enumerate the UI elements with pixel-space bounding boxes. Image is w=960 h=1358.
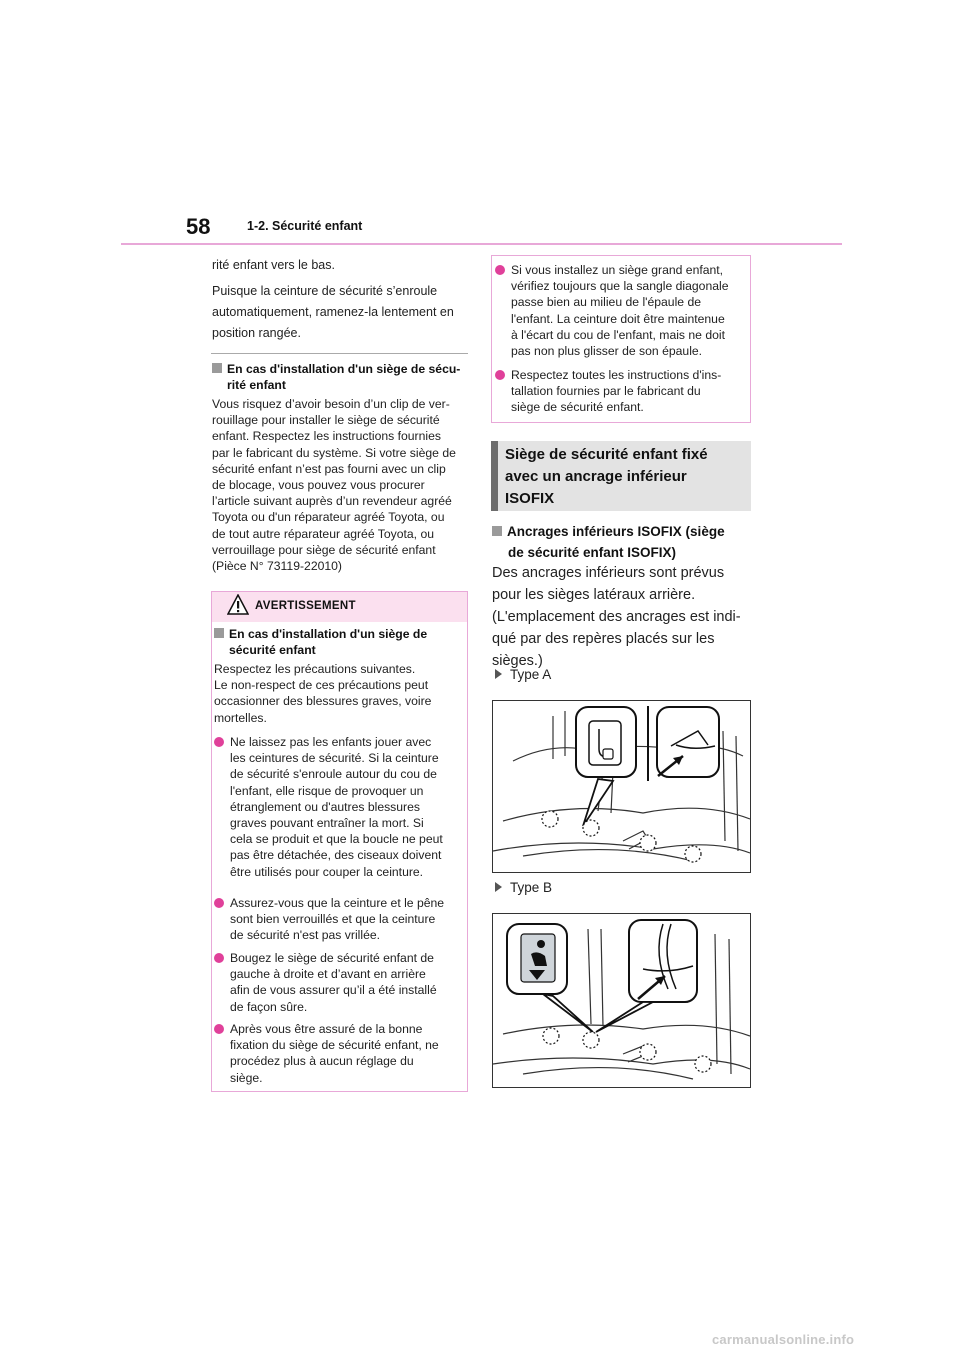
sub-body: Vous risquez d’avoir besoin d’un clip de ver- rouillage pour installer le siège de sécurité enfant. Respectez les instructions fournies par le fabricant du système. Si votre siège de sécurité enfant n’est pas fourni avec un clip de blocage, vous pouvez vous procurer l’article suivant auprès d’un revendeur agréé Toyota ou d'un réparateur agréé Toyota, ou de tout autre réparateur agréé Toyota, ou verrouillage pour siège de sécurité enfant (Pièce N° 73119-22010) bbox=[212, 397, 456, 574]
triangle-bullet-icon bbox=[495, 882, 502, 892]
type-b-label: Type B bbox=[495, 880, 552, 895]
seat-illustration-a bbox=[493, 701, 750, 872]
header-rule bbox=[121, 243, 842, 245]
seat-illustration-b bbox=[493, 914, 750, 1087]
bullet-dot-icon bbox=[214, 953, 224, 963]
bullet-dot-icon bbox=[495, 370, 505, 380]
figure-type-b bbox=[492, 913, 751, 1088]
bullet-dot-icon bbox=[214, 898, 224, 908]
isofix-sub-heading: Ancrages inférieurs ISOFIX (siège bbox=[492, 521, 725, 542]
warning-sub-heading: sécurité enfant bbox=[229, 643, 316, 657]
triangle-bullet-icon bbox=[495, 669, 502, 679]
isofix-heading-bar bbox=[491, 441, 498, 511]
bullet-dot-icon bbox=[495, 265, 505, 275]
isofix-heading: Siège de sécurité enfant fixé avec un ancrage inférieur ISOFIX bbox=[505, 446, 708, 507]
square-bullet-icon bbox=[214, 628, 224, 638]
square-bullet-icon bbox=[212, 363, 222, 373]
warning-title: AVERTISSEMENT bbox=[255, 600, 356, 612]
intro-line: position rangée. bbox=[212, 326, 301, 340]
sub-heading: rité enfant bbox=[227, 378, 286, 392]
watermark: carmanualsonline.info bbox=[712, 1332, 855, 1347]
divider bbox=[211, 353, 468, 354]
isofix-body: Des ancrages inférieurs sont prévus pour les sièges latéraux arrière. (L'emplacement des ancrages est indi- qué par des repères placés sur les sièges.) bbox=[492, 565, 741, 669]
warning-sub-heading: En cas d'installation d'un siège de bbox=[214, 626, 427, 642]
warning-body: Respectez les précautions suivantes. Le non-respect de ces précautions peut occasionner des blessures graves, voire mortelles. bbox=[214, 662, 432, 725]
isofix-sub-heading: de sécurité enfant ISOFIX) bbox=[508, 545, 677, 560]
bullet-dot-icon bbox=[214, 737, 224, 747]
intro-line: Puisque la ceinture de sécurité s’enroule bbox=[212, 284, 438, 298]
intro-line: automatiquement, ramenez-la lentement en bbox=[212, 305, 454, 319]
section-title: 1-2. Sécurité enfant bbox=[247, 219, 363, 233]
warning-icon bbox=[227, 594, 249, 616]
figure-type-a bbox=[492, 700, 751, 873]
page-number: 58 bbox=[186, 214, 211, 239]
bullet-dot-icon bbox=[214, 1024, 224, 1034]
sub-heading: En cas d'installation d'un siège de sécu- bbox=[212, 361, 460, 377]
type-a-label: Type A bbox=[495, 667, 551, 682]
square-bullet-icon bbox=[492, 526, 502, 536]
intro-line: rité enfant vers le bas. bbox=[212, 258, 335, 272]
